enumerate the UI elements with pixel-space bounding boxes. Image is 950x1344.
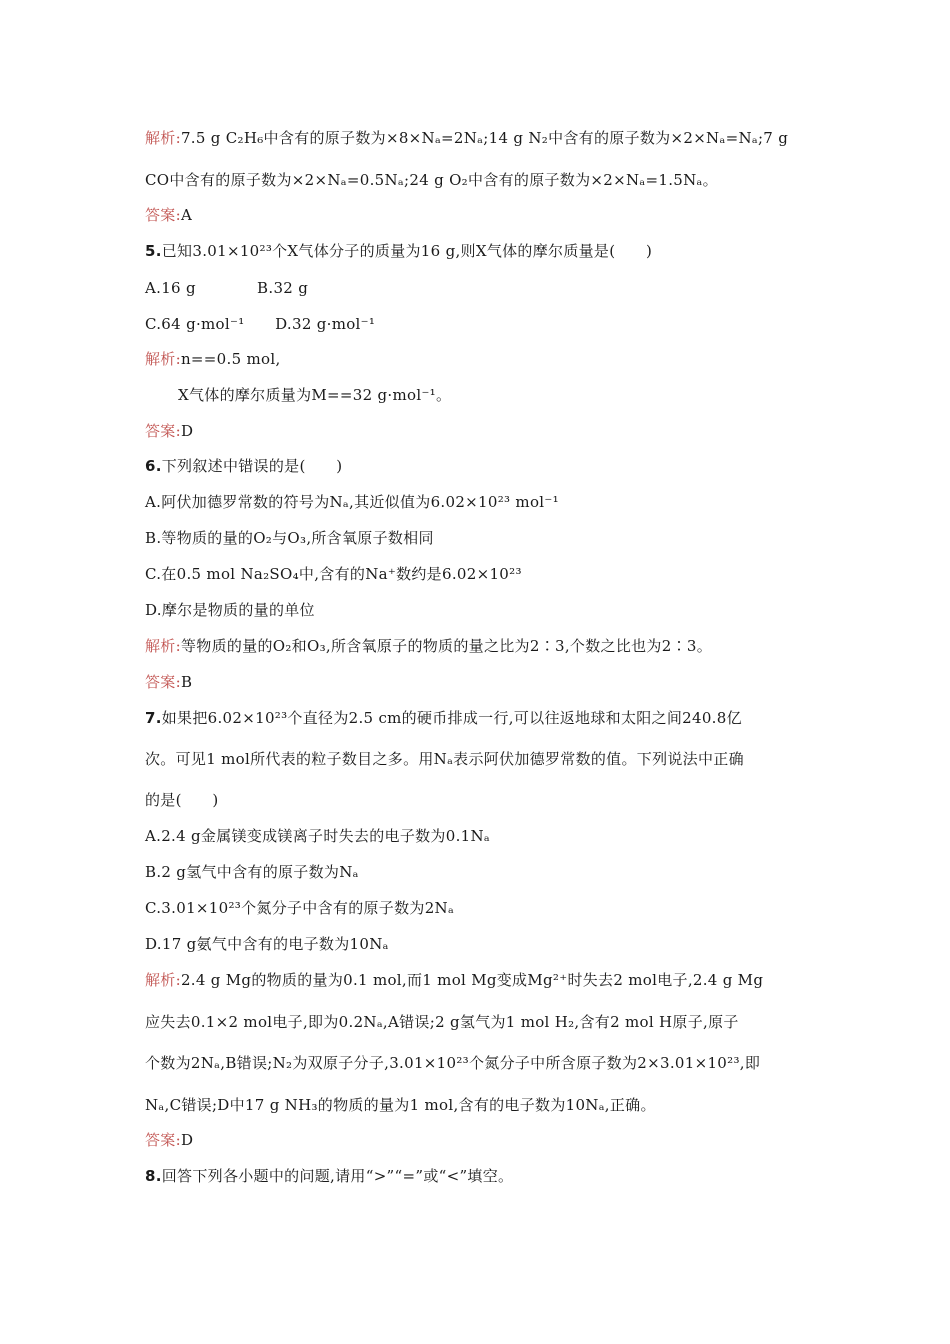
answer-label: 答案: (145, 1131, 181, 1149)
question-text: 如果把6.02×10²³个直径为2.5 cm的硬币排成一行,可以往返地球和太阳之间240.8亿 (161, 709, 742, 727)
answer-value: A (180, 206, 193, 224)
option-line: A.阿伏加德罗常数的符号为Nₐ,其近似值为6.02×10²³ mol⁻¹ (145, 493, 559, 511)
answer-line (145, 204, 192, 225)
analysis-label: 解析: (145, 129, 181, 147)
analysis-text-line: 应失去0.1×2 mol电子,即为0.2Nₐ,A错误;2 g氢气为1 mol H₂,含有2 mol H原子,原子 (145, 1013, 739, 1031)
question-text: 回答下列各小题中的问题,请用“>”“=”或“<”填空。 (161, 1167, 514, 1185)
question-6 (145, 455, 342, 476)
question-number: 6. (145, 457, 162, 475)
analysis-text-line: CO中含有的原子数为×2×Nₐ=0.5Nₐ;24 g O₂中含有的原子数为×2×Nₐ=1.5Nₐ。 (145, 171, 718, 189)
question-text: 下列叙述中错误的是( ) (161, 457, 343, 475)
option-line: C.64 g·mol⁻¹ D.32 g·mol⁻¹ (145, 315, 376, 333)
analysis-label: 解析: (145, 350, 181, 368)
answer-line (145, 1129, 193, 1150)
analysis-text: 7.5 g C₂H₆中含有的原子数为×8×Nₐ=2Nₐ;14 g N₂中含有的原子数为×2×Nₐ=Nₐ;7 g (180, 129, 789, 147)
question-text-line: 的是( ) (145, 791, 219, 809)
option-line: C.在0.5 mol Na₂SO₄中,含有的Na⁺数约是6.02×10²³ (145, 565, 522, 583)
analysis-text-line: 个数为2Nₐ,B错误;N₂为双原子分子,3.01×10²³个氮分子中所含原子数为2×3.01×10²³,即 (145, 1054, 761, 1072)
analysis-text-line: Nₐ,C错误;D中17 g NH₃的物质的量为1 mol,含有的电子数为10Nₐ,正确。 (145, 1096, 656, 1114)
answer-line (145, 671, 192, 692)
analysis-text: n==0.5 mol, (180, 350, 281, 368)
answer-label: 答案: (145, 673, 181, 691)
analysis-line (145, 635, 712, 656)
question-number: 5. (145, 242, 162, 260)
answer-label: 答案: (145, 422, 181, 440)
option-line: B.2 g氢气中含有的原子数为Nₐ (145, 863, 359, 881)
answer-value: B (180, 673, 193, 691)
question-7 (145, 707, 742, 728)
analysis-line (145, 127, 788, 148)
option-line: A.2.4 g金属镁变成镁离子时失去的电子数为0.1Nₐ (145, 827, 490, 845)
answer-line (145, 420, 193, 441)
analysis-text: 等物质的量的O₂和O₃,所含氧原子的物质的量之比为2∶3,个数之比也为2∶3。 (180, 637, 713, 655)
question-text: 已知3.01×10²³个X气体分子的质量为16 g,则X气体的摩尔质量是( ) (161, 242, 653, 260)
option-line: D.摩尔是物质的量的单位 (145, 601, 315, 619)
question-number: 8. (145, 1167, 162, 1185)
analysis-label: 解析: (145, 637, 181, 655)
analysis-label: 解析: (145, 971, 181, 989)
option-line: A.16 g B.32 g (145, 279, 309, 297)
question-5 (145, 240, 652, 261)
option-line: B.等物质的量的O₂与O₃,所含氧原子数相同 (145, 529, 434, 547)
question-8 (145, 1165, 513, 1186)
option-line: D.17 g氨气中含有的电子数为10Nₐ (145, 935, 389, 953)
analysis-text-line: X气体的摩尔质量为M==32 g·mol⁻¹。 (178, 386, 452, 404)
analysis-text: 2.4 g Mg的物质的量为0.1 mol,而1 mol Mg变成Mg²⁺时失去2 mol电子,2.4 g Mg (180, 971, 764, 989)
analysis-line (145, 969, 763, 990)
answer-value: D (180, 1131, 194, 1149)
answer-label: 答案: (145, 206, 181, 224)
option-line: C.3.01×10²³个氮分子中含有的原子数为2Nₐ (145, 899, 455, 917)
analysis-line (145, 348, 281, 369)
question-number: 7. (145, 709, 162, 727)
answer-value: D (180, 422, 194, 440)
question-text-line: 次。可见1 mol所代表的粒子数目之多。用Nₐ表示阿伏加德罗常数的值。下列说法中正确 (145, 750, 744, 768)
